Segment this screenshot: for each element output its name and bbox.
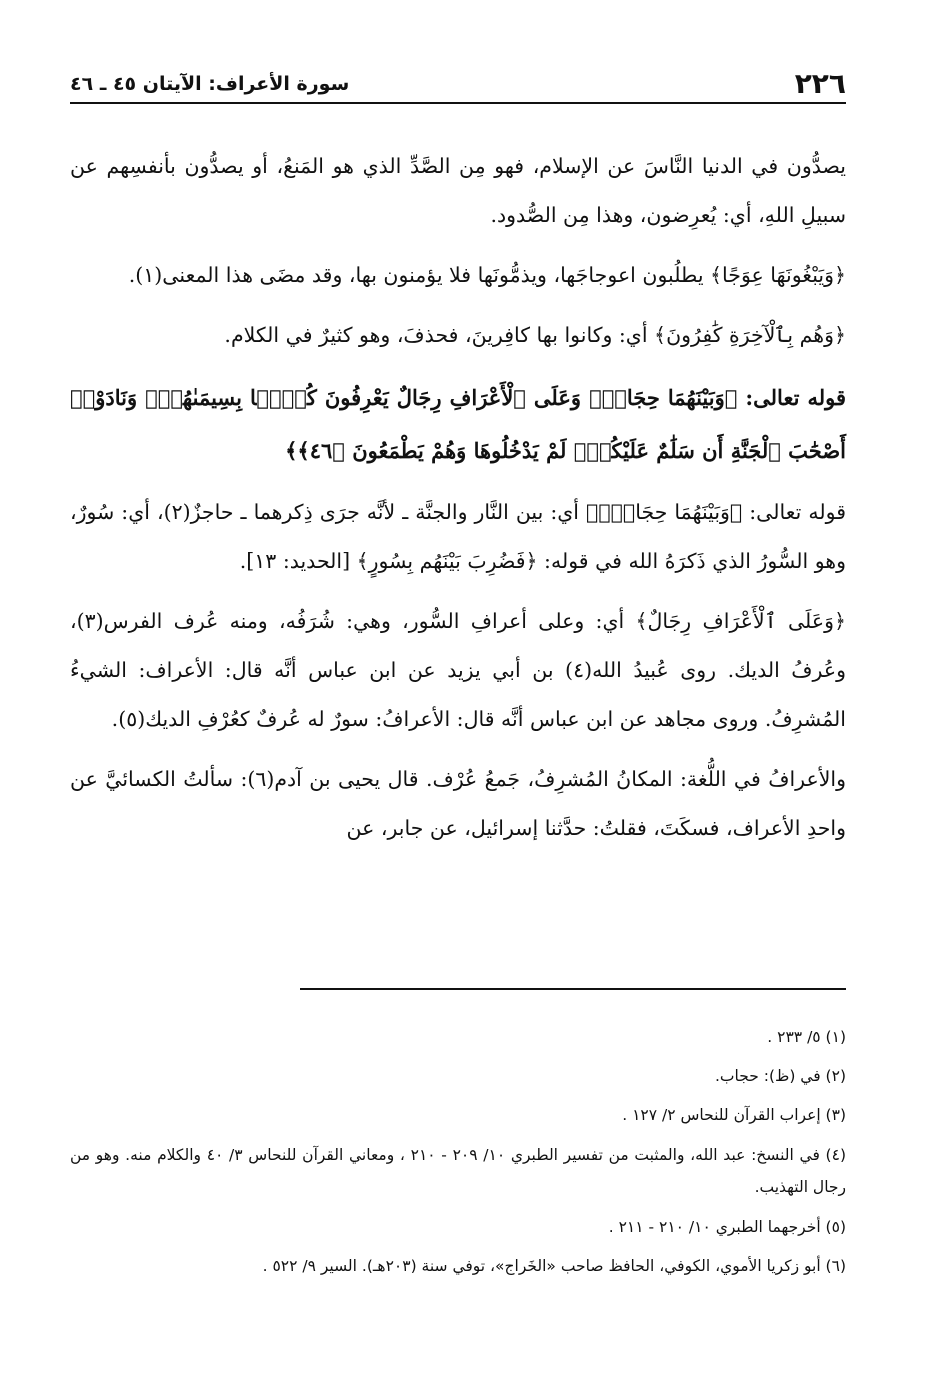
footnote-6: (٦) أبو زكريا الأموي، الكوفي، الحافظ صاحب «الخَراج»، توفي سنة (٢٠٣هـ). السير ٩/ ٥٢٢ . — [262, 1257, 846, 1275]
paragraph-hijab: قوله تعالى: ﴿وَبَيْنَهُمَا حِجَابٌۚ﴾ أي: بين النَّار والجنَّة ـ لأنَّه جرَى ذِكرهما ـ حاجزٌ(٢)، أي: سُورٌ، وهو السُّورُ الذي ذَكرَهُ الله في قوله: ﴿فَضُرِبَ بَيْنَهُم بِسُورٍ﴾ [الحديد: ١٣]. — [70, 500, 846, 573]
footnote-divider — [300, 988, 846, 990]
main-text — [70, 142, 846, 864]
footnote-1: (١) ٥/ ٢٣٣ . — [767, 1028, 846, 1046]
paragraph-aaraf: ﴿وَعَلَى ٱلْأَعْرَافِ رِجَالٌ﴾ أي: وعلى أعرافِ السُّور، وهي: شُرَفُه، ومنه عُرف الفرس(٣)، وعُرفُ الديك. روى عُبيدُ الله(٤) بن أبي يزيد عن ابن عباس أنَّه قال: الأعراف: الشيءُ المُشرِفُ. وروى مجاهد عن ابن عباس أنَّه قال: الأعرافُ: سورٌ له عُرفٌ كعُرْفِ الديك(٥). — [70, 609, 847, 731]
page-number: ٢٢٦ — [794, 67, 846, 100]
running-title: سورة الأعراف: الآيتان ٤٥ ـ ٤٦ — [70, 73, 350, 95]
verse-heading: قوله تعالى: ﴿وَبَيْنَهُمَا حِجَابٌۚ وَعَلَى ٱلْأَعْرَافِ رِجَالٌ يَعْرِفُونَ كُلًّۢا بِسِيمَىٰهُمْۚ وَنَادَوْا۟ أَصْحَٰبَ ٱلْجَنَّةِ أَن سَلَٰمٌ عَلَيْكُمْۚ لَمْ يَدْخُلُوهَا وَهُمْ يَطْمَعُونَ ﴿٤٦﴾﴾ — [70, 385, 846, 463]
footnotes — [70, 1022, 846, 1290]
paragraph-lugha: والأعرافُ في اللُّغة: المكانُ المُشرِفُ، جَمعُ عُرْف. قال يحيى بن آدم(٦): سألتُ الكسائيَّ عن واحدِ الأعراف، فسكَتَ، فقلتُ: حدَّثنا إسرائيل، عن جابر، عن — [70, 767, 846, 840]
footnote-4: (٤) في النسخ: عبد الله، والمثبت من تفسير الطبري ١٠/ ٢٠٩ - ٢١٠ ، ومعاني القرآن للنحاس ٣/ ٤٠ والكلام منه. وهو من رجال التهذيب. — [70, 1146, 846, 1196]
page-header — [70, 62, 846, 104]
footnote-5: (٥) أخرجهما الطبري ١٠/ ٢١٠ - ٢١١ . — [608, 1218, 846, 1236]
paragraph-kafirun: ﴿وَهُم بِٱلْآخِرَةِ كَٰفِرُونَ﴾ أي: وكانوا بها كافِرينَ، فحذفَ، وهو كثيرٌ في الكلام. — [224, 323, 846, 347]
footnote-2: (٢) في (ظ): حجاب. — [714, 1067, 846, 1085]
footnote-3: (٣) إعراب القرآن للنحاس ٢/ ١٢٧ . — [622, 1106, 846, 1124]
paragraph-sudood: يصدُّون في الدنيا النَّاسَ عن الإسلام، فهو مِن الصَّدِّ الذي هو المَنعُ، أو يصدُّون بأنفسِهم عن سبيلِ اللهِ، أي: يُعرِضون، وهذا مِن الصُّدود. — [70, 154, 846, 227]
paragraph-yabghunaha: ﴿وَيَبْغُونَهَا عِوَجًا﴾ يطلُبون اعوجاجَها، ويذمُّونَها فلا يؤمنون بها، وقد مضَى هذا المعنى(١). — [128, 263, 846, 287]
